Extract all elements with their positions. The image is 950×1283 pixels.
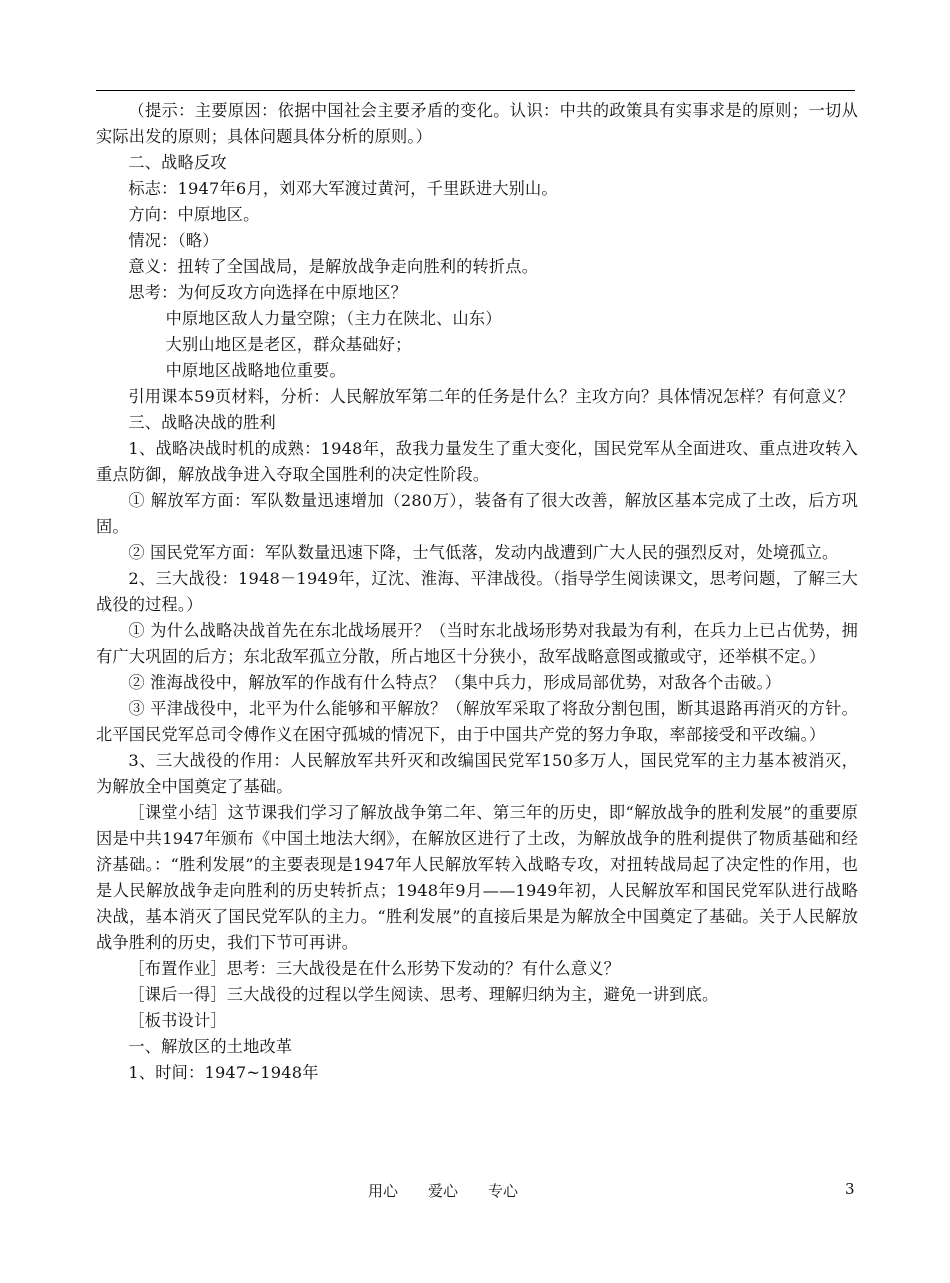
footer-motto: 用心 爱心 专心 bbox=[368, 1182, 519, 1200]
paragraph: ［课后一得］三大战役的过程以学生阅读、思考、理解归纳为主，避免一讲到底。 bbox=[128, 985, 719, 1004]
paragraph: （提示：主要原因：依据中国社会主要矛盾的变化。认识：中共的政策具有实事求是的原则；一切从实际出发的原则；具体问题具体分析的原则。） bbox=[96, 101, 858, 146]
paragraph: 一、解放区的土地改革 bbox=[128, 1037, 293, 1056]
paragraph: 情况：（略） bbox=[128, 231, 219, 250]
paragraph: 大别山地区是老区，群众基础好； bbox=[165, 335, 412, 354]
paragraph: ［板书设计］ bbox=[128, 1011, 227, 1030]
paragraph: ② 国民党军方面：军队数量迅速下降，士气低落，发动内战遭到广大人民的强烈反对，处境孤立。 bbox=[128, 543, 839, 562]
document-body bbox=[96, 98, 858, 1086]
paragraph: ① 为什么战略决战首先在东北战场展开？（当时东北战场形势对我最为有利，在兵力上已占优势，拥有广大巩固的后方；东北敌军孤立分散，所占地区十分狭小，敌军战略意图或撤或守，还举棋不定。） bbox=[96, 621, 858, 666]
paragraph: ② 淮海战役中，解放军的作战有什么特点？（集中兵力，形成局部优势，对敌各个击破。） bbox=[128, 673, 782, 692]
paragraph: ① 解放军方面：军队数量迅速增加（280万），装备有了很大改善，解放区基本完成了土改，后方巩固。 bbox=[96, 491, 858, 536]
paragraph: ［布置作业］思考：三大战役是在什么形势下发动的？有什么意义？ bbox=[128, 959, 621, 978]
paragraph: 二、战略反攻 bbox=[128, 153, 227, 172]
paragraph: 1、战略决战时机的成熟：1948年，敌我力量发生了重大变化，国民党军从全面进攻、重点进攻转入重点防御，解放战争进入夺取全国胜利的决定性阶段。 bbox=[96, 439, 858, 484]
paragraph: 意义：扭转了全国战局，是解放战争走向胜利的转折点。 bbox=[128, 257, 539, 276]
paragraph: ［课堂小结］这节课我们学习了解放战争第二年、第三年的历史，即“解放战争的胜利发展”的重要原因是中共1947年颁布《中国土地法大纲》，在解放区进行了土改，为解放战争的胜利提供了物质基础和经济基础。：“胜利发展”的主要表现是1947年人民解放军转入战略专攻，对扭转战局起了决定性的作用，也是人民解放战争走向胜利的历史转折点；1948年9月——1949年初，人民解放军和国民党军队进行战略决战，基本消灭了国民党军队的主力。“胜利发展”的直接后果是为解放全中国奠定了基础。关于人民解放战争胜利的历史，我们下节可再讲。 bbox=[96, 803, 858, 952]
paragraph: 中原地区敌人力量空隙；（主力在陕北、山东） bbox=[165, 309, 502, 328]
paragraph: 1、时间：1947~1948年 bbox=[128, 1063, 319, 1082]
paragraph: 思考：为何反攻方向选择在中原地区？ bbox=[128, 283, 407, 302]
paragraph: 3、三大战役的作用：人民解放军共歼灭和改编国民党军150多万人，国民党军的主力基本被消灭，为解放全中国奠定了基础。 bbox=[96, 751, 858, 796]
paragraph: 中原地区战略地位重要。 bbox=[165, 361, 346, 380]
paragraph: ③ 平津战役中，北平为什么能够和平解放？（解放军采取了将敌分割包围，断其退路再消灭的方针。北平国民党军总司令傅作义在困守孤城的情况下，由于中国共产党的努力争取，率部接受和平改编。） bbox=[96, 699, 858, 744]
paragraph: 2、三大战役：1948－1949年，辽沈、淮海、平津战役。（指导学生阅读课文，思考问题，了解三大战役的过程。） bbox=[96, 569, 858, 614]
paragraph: 引用课本59页材料，分析：人民解放军第二年的任务是什么？主攻方向？具体情况怎样？有何意义？ bbox=[128, 387, 855, 406]
paragraph: 标志：1947年6月，刘邓大军渡过黄河，千里跃进大别山。 bbox=[128, 179, 558, 198]
page-number: 3 bbox=[845, 1180, 855, 1198]
paragraph: 方向：中原地区。 bbox=[128, 205, 260, 224]
paragraph: 三、战略决战的胜利 bbox=[128, 413, 276, 432]
header-rule bbox=[96, 90, 855, 91]
